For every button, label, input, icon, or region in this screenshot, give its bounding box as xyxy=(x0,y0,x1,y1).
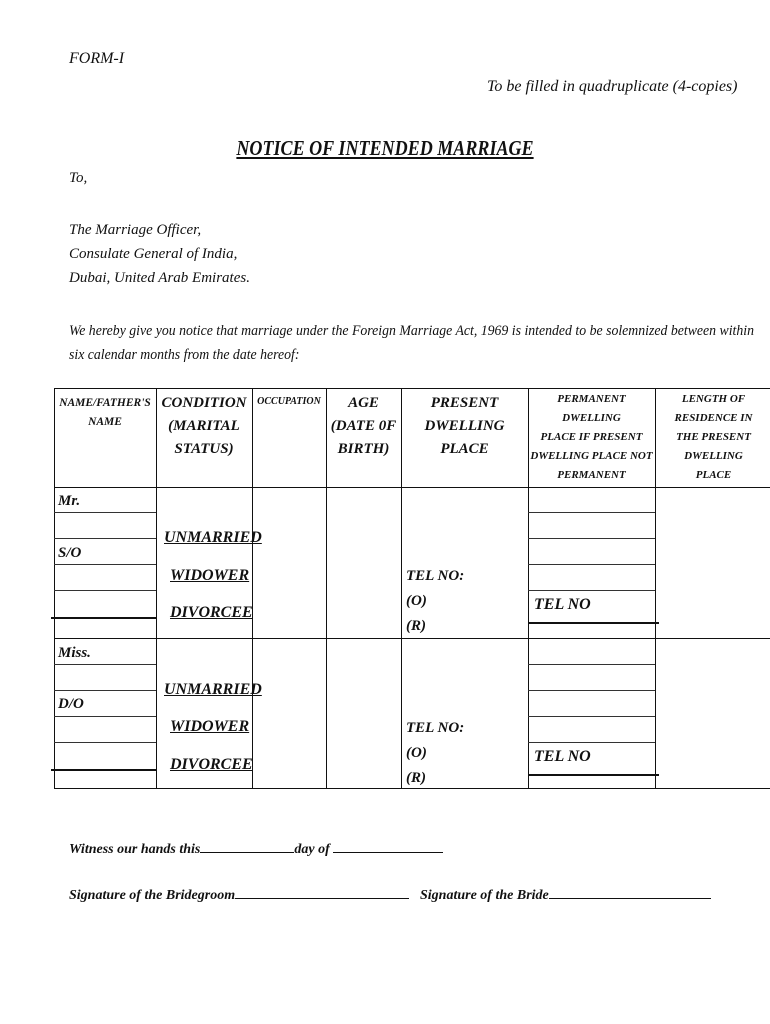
page-title: NOTICE OF INTENDED MARRIAGE xyxy=(236,136,534,160)
groom-father-label: S/O xyxy=(58,545,82,561)
header-name: NAME/FATHER'S NAME xyxy=(59,397,151,428)
bride-signature-field[interactable] xyxy=(549,886,711,899)
witness-day-field[interactable] xyxy=(200,840,294,853)
address-line-2: Consulate General of India, xyxy=(69,246,238,262)
notice-line-1: We hereby give you notice that marriage under the Foreign Marriage Act, 1969 is intended to be solemnized between within xyxy=(69,323,755,339)
copies-note: To be filled in quadruplicate (4-copies) xyxy=(487,78,738,95)
groom-status-unmarried[interactable]: UNMARRIED xyxy=(164,529,262,546)
notice-line-2: six calendar months from the date hereof: xyxy=(69,347,300,363)
bride-status-widower[interactable]: WIDOWER xyxy=(170,718,250,735)
bride-father-label: D/O xyxy=(58,696,84,712)
witness-line xyxy=(69,840,443,858)
notice-paragraph xyxy=(69,319,755,367)
header-present-dwelling: PRESENT DWELLING PLACE xyxy=(424,395,505,457)
bride-signature-line xyxy=(420,886,711,904)
bride-name-label: Miss. xyxy=(58,645,91,661)
address-line-1: The Marriage Officer, xyxy=(69,222,202,238)
witness-mid: day of xyxy=(294,842,330,857)
bride-status-unmarried[interactable]: UNMARRIED xyxy=(164,681,262,698)
bride-permanent-tel: TEL NO xyxy=(534,748,591,765)
marriage-details-table xyxy=(54,388,770,790)
salutation: To, xyxy=(69,170,88,186)
bride-status-divorcee[interactable]: DIVORCEE xyxy=(170,756,253,773)
header-condition: CONDITION (MARITAL STATUS) xyxy=(161,395,247,457)
form-id: FORM-I xyxy=(69,50,125,67)
bride-signature-label: Signature of the Bride xyxy=(420,888,549,903)
recipient-address xyxy=(69,218,250,290)
bride-present-tel: TEL NO: (O) (R) xyxy=(406,720,465,786)
groom-status-widower[interactable]: WIDOWER xyxy=(170,567,250,584)
witness-prefix: Witness our hands this xyxy=(69,842,201,857)
witness-month-field[interactable] xyxy=(333,840,443,853)
groom-name-label: Mr. xyxy=(58,493,81,509)
header-age: AGE (DATE 0F BIRTH) xyxy=(330,395,397,457)
groom-signature-label: Signature of the Bridegroom xyxy=(69,888,236,903)
groom-status-divorcee[interactable]: DIVORCEE xyxy=(170,604,253,621)
header-permanent-dwelling: PERMANENT DWELLING PLACE IF PRESENT DWELLING PLACE NOT PERMANENT xyxy=(530,393,653,481)
address-line-3: Dubai, United Arab Emirates. xyxy=(69,270,250,286)
groom-present-tel: TEL NO: (O) (R) xyxy=(406,568,465,634)
groom-permanent-tel: TEL NO xyxy=(534,596,591,613)
header-length-of-residence: LENGTH OF RESIDENCE IN THE PRESENT DWELLING PLACE xyxy=(674,393,753,481)
groom-signature-line xyxy=(69,886,409,904)
groom-signature-field[interactable] xyxy=(235,886,409,899)
header-occupation: OCCUPATION xyxy=(257,396,321,407)
